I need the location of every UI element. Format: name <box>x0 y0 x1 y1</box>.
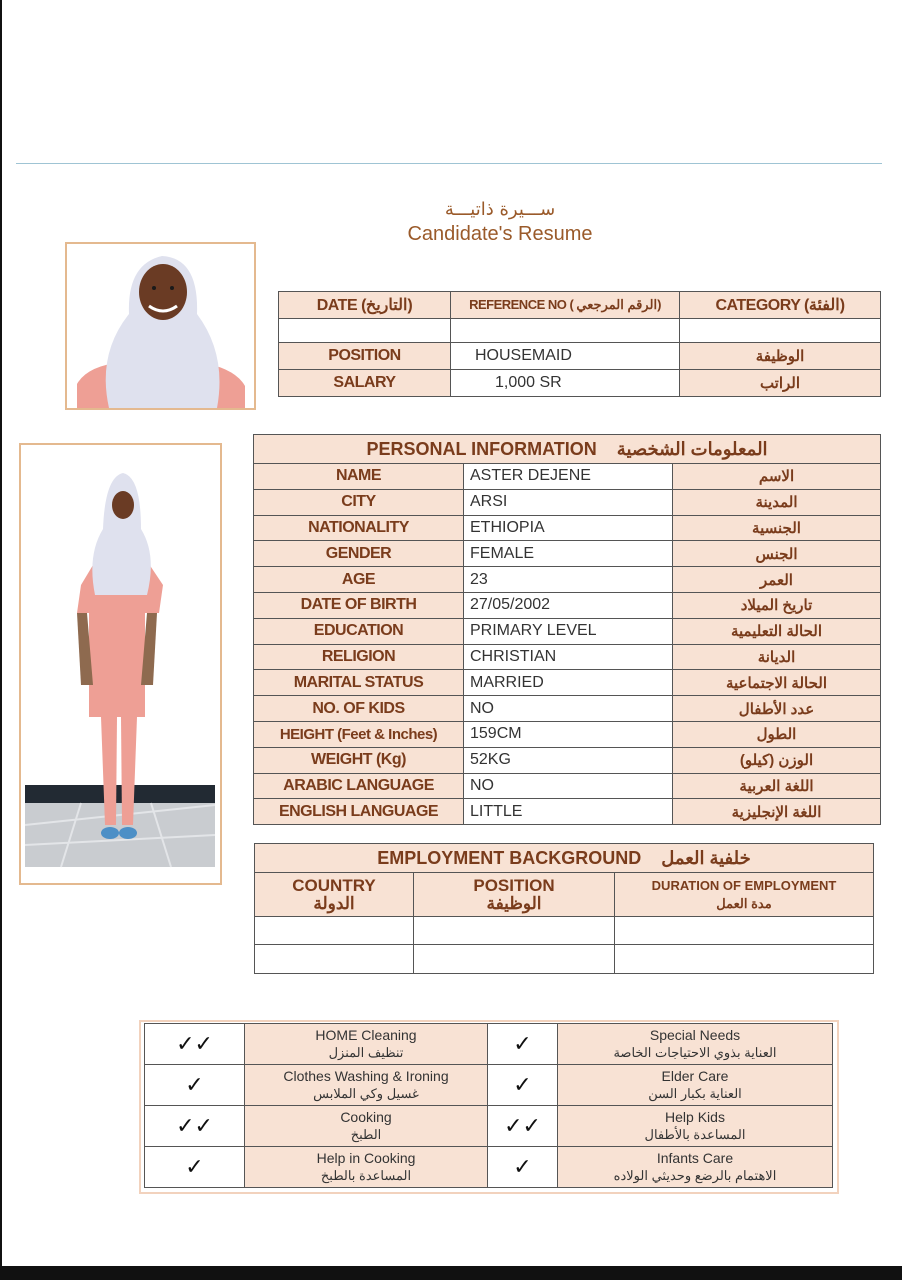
full-body-photo-image <box>21 445 220 883</box>
info-row <box>254 592 881 618</box>
salary-value: 1,000 SR <box>451 370 680 397</box>
info-label: NAME <box>254 464 464 490</box>
info-label-arabic: اللغة العربية <box>673 773 881 799</box>
skill-cell <box>558 1065 833 1106</box>
info-value: NO <box>464 696 673 722</box>
skill-label-en: Elder Care <box>661 1068 729 1084</box>
info-label-arabic: الحالة التعليمية <box>673 618 881 644</box>
skill-cell <box>245 1147 488 1188</box>
info-value: PRIMARY LEVEL <box>464 618 673 644</box>
portrait-photo <box>65 242 256 410</box>
skill-label-en: Help in Cooking <box>316 1150 416 1166</box>
info-label-arabic: عدد الأطفال <box>673 696 881 722</box>
info-value: 52KG <box>464 747 673 773</box>
info-label: NATIONALITY <box>254 515 464 541</box>
page-left-border <box>0 0 2 1268</box>
info-label-arabic: تاريخ الميلاد <box>673 592 881 618</box>
position-column-ar: الوظيفة <box>486 893 542 913</box>
skill-label-ar: المساعدة بالطبخ <box>320 1168 412 1183</box>
info-label: CITY <box>254 489 464 515</box>
info-label-arabic: الطول <box>673 721 881 747</box>
employment-row <box>255 945 874 974</box>
skill-label-ar: المساعدة بالأطفال <box>644 1127 746 1142</box>
info-row <box>254 644 881 670</box>
skill-cell <box>245 1106 488 1147</box>
info-row <box>254 541 881 567</box>
info-label-arabic: الوزن (كيلو) <box>673 747 881 773</box>
position-label: POSITION <box>279 343 451 370</box>
resume-title-arabic: ســـيرة ذاتيـــة <box>444 199 556 220</box>
info-value: ASTER DEJENE <box>464 464 673 490</box>
checkmark-icon: ✓✓ <box>488 1106 558 1147</box>
duration-column-header <box>615 873 874 917</box>
info-value: LITTLE <box>464 799 673 825</box>
employment-header <box>255 844 874 873</box>
info-row <box>254 747 881 773</box>
checkmark-icon: ✓ <box>145 1147 245 1188</box>
info-label-arabic: اللغة الإنجليزية <box>673 799 881 825</box>
personal-information-header <box>254 435 881 464</box>
info-value: 27/05/2002 <box>464 592 673 618</box>
employment-cell <box>615 945 874 974</box>
skill-label-en: Infants Care <box>656 1150 734 1166</box>
full-body-photo <box>19 443 222 885</box>
skill-cell <box>245 1065 488 1106</box>
info-label-arabic: العمر <box>673 567 881 593</box>
skills-table <box>144 1023 833 1188</box>
duration-column-ar: مدة العمل <box>716 895 772 911</box>
position-label-arabic: الوظيفة <box>680 343 881 370</box>
skill-cell <box>558 1106 833 1147</box>
info-value: 23 <box>464 567 673 593</box>
info-label: EDUCATION <box>254 618 464 644</box>
checkmark-icon: ✓ <box>145 1065 245 1106</box>
employment-cell <box>414 945 615 974</box>
skill-cell <box>245 1024 488 1065</box>
employment-cell <box>414 917 615 945</box>
info-row <box>254 567 881 593</box>
duration-column-en: DURATION OF EMPLOYMENT <box>651 877 837 893</box>
skill-label-en: Clothes Washing & Ironing <box>283 1068 449 1084</box>
info-label-arabic: الجنسية <box>673 515 881 541</box>
reference-table <box>278 291 881 397</box>
skill-label-en: Special Needs <box>649 1027 741 1043</box>
skills-row <box>145 1024 833 1065</box>
info-row <box>254 515 881 541</box>
checkmark-icon: ✓✓ <box>145 1024 245 1065</box>
info-label: RELIGION <box>254 644 464 670</box>
date-label: DATE (التاريخ) <box>279 292 451 319</box>
info-row <box>254 489 881 515</box>
category-value <box>680 319 881 343</box>
position-column-header <box>414 873 615 917</box>
info-row <box>254 799 881 825</box>
salary-label: SALARY <box>279 370 451 397</box>
skills-row <box>145 1065 833 1106</box>
info-label-arabic: الحالة الاجتماعية <box>673 670 881 696</box>
header-divider <box>16 163 882 164</box>
employment-header-ar: خلفية العمل <box>661 847 751 868</box>
salary-label-arabic: الراتب <box>680 370 881 397</box>
info-label-arabic: الديانة <box>673 644 881 670</box>
page-bottom-border <box>0 1266 902 1280</box>
portrait-photo-image <box>67 244 254 408</box>
employment-background-table <box>254 843 874 974</box>
skill-label-ar: غسيل وكي الملابس <box>313 1086 419 1101</box>
personal-information-header-ar: المعلومات الشخصية <box>616 438 768 459</box>
personal-information-header-en: PERSONAL INFORMATION <box>366 438 597 459</box>
country-column-header <box>255 873 414 917</box>
employment-cell <box>255 917 414 945</box>
info-label: HEIGHT (Feet & Inches) <box>254 721 464 747</box>
skills-row <box>145 1106 833 1147</box>
category-label: CATEGORY (الفئة) <box>680 292 881 319</box>
employment-row <box>255 917 874 945</box>
info-value: 159CM <box>464 721 673 747</box>
employment-cell <box>615 917 874 945</box>
position-value: HOUSEMAID <box>451 343 680 370</box>
skill-label-ar: الاهتمام بالرضع وحديثي الولاده <box>613 1168 777 1183</box>
info-value: FEMALE <box>464 541 673 567</box>
employment-header-en: EMPLOYMENT BACKGROUND <box>377 847 642 868</box>
reference-label: REFERENCE NO ( الرقم المرجعي) <box>451 292 680 319</box>
info-label: DATE OF BIRTH <box>254 592 464 618</box>
checkmark-icon: ✓✓ <box>145 1106 245 1147</box>
checkmark-icon: ✓ <box>488 1147 558 1188</box>
skill-label-en: HOME Cleaning <box>315 1027 417 1043</box>
info-value: CHRISTIAN <box>464 644 673 670</box>
personal-information-table <box>253 434 881 825</box>
checkmark-icon: ✓ <box>488 1024 558 1065</box>
info-label: WEIGHT (Kg) <box>254 747 464 773</box>
info-label: GENDER <box>254 541 464 567</box>
resume-title <box>380 198 620 246</box>
country-column-en: COUNTRY <box>292 875 376 895</box>
skill-cell <box>558 1147 833 1188</box>
info-label: ENGLISH LANGUAGE <box>254 799 464 825</box>
info-value: MARRIED <box>464 670 673 696</box>
skill-label-ar: تنظيف المنزل <box>328 1045 404 1060</box>
date-value <box>279 319 451 343</box>
skills-row <box>145 1147 833 1188</box>
info-row <box>254 670 881 696</box>
info-label-arabic: الاسم <box>673 464 881 490</box>
info-label: NO. OF KIDS <box>254 696 464 722</box>
info-row <box>254 464 881 490</box>
info-value: NO <box>464 773 673 799</box>
info-label-arabic: الجنس <box>673 541 881 567</box>
resume-title-english: Candidate's Resume <box>407 223 593 245</box>
skill-label-ar: الطبخ <box>350 1127 382 1142</box>
info-row <box>254 721 881 747</box>
info-value: ETHIOPIA <box>464 515 673 541</box>
skill-label-en: Cooking <box>340 1109 392 1125</box>
skill-label-ar: العناية بذوي الاحتياجات الخاصة <box>613 1045 777 1060</box>
skill-cell <box>558 1024 833 1065</box>
info-label: AGE <box>254 567 464 593</box>
info-row <box>254 618 881 644</box>
reference-value <box>451 319 680 343</box>
info-row <box>254 696 881 722</box>
info-label: MARITAL STATUS <box>254 670 464 696</box>
country-column-ar: الدولة <box>313 893 355 913</box>
skill-label-ar: العناية بكبار السن <box>648 1086 742 1101</box>
checkmark-icon: ✓ <box>488 1065 558 1106</box>
position-column-en: POSITION <box>473 875 555 895</box>
info-row <box>254 773 881 799</box>
info-label-arabic: المدينة <box>673 489 881 515</box>
employment-cell <box>255 945 414 974</box>
skill-label-en: Help Kids <box>665 1109 725 1125</box>
info-label: ARABIC LANGUAGE <box>254 773 464 799</box>
info-value: ARSI <box>464 489 673 515</box>
